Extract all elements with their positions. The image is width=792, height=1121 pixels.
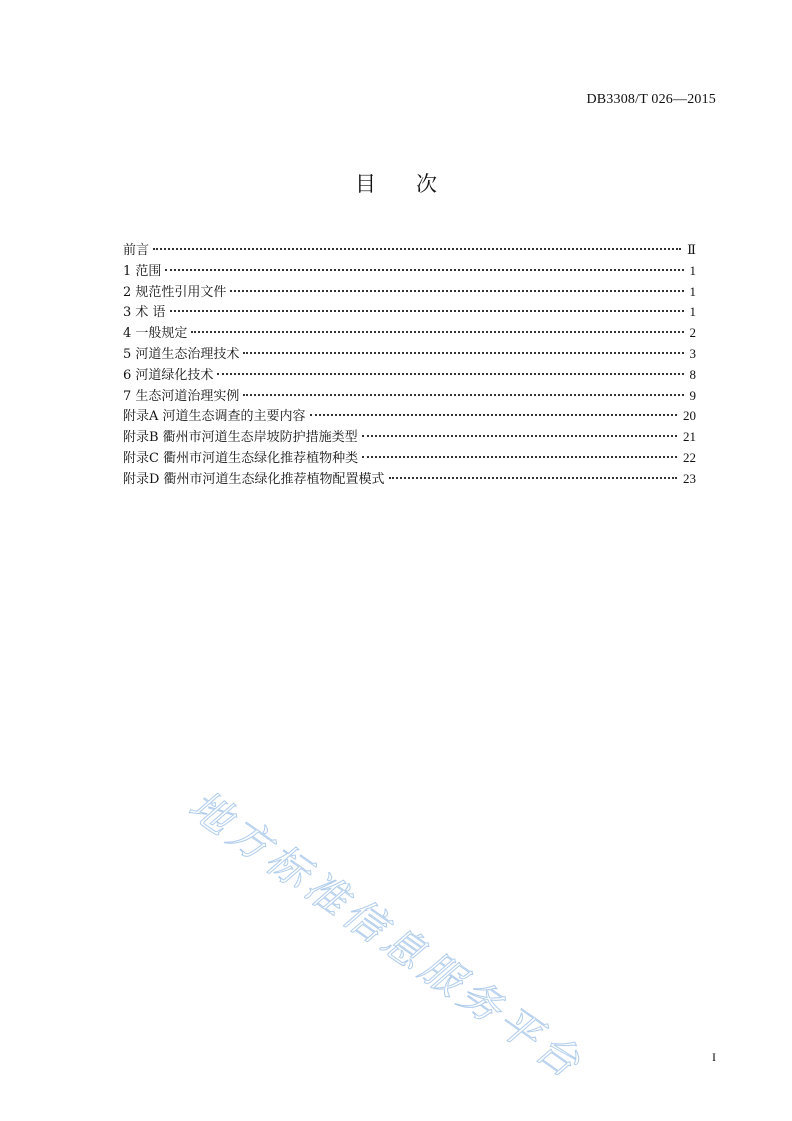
toc-entry-page: 20	[683, 408, 696, 424]
toc-entry-page: 22	[683, 449, 696, 465]
toc-entry-page: 1	[689, 304, 696, 320]
toc-dot-leader	[217, 373, 683, 375]
toc-entry-page: 3	[689, 345, 696, 361]
toc-dot-leader	[170, 310, 684, 312]
toc-dot-leader	[243, 394, 683, 396]
toc-entry-label: 5 河道生态治理技术	[123, 346, 240, 362]
toc-entry-page: 21	[683, 429, 696, 445]
toc-entry-7[interactable]	[123, 386, 696, 407]
toc-entry-appendix-b[interactable]	[123, 427, 696, 448]
toc-entry-label: 附录C 衢州市河道生态绿化推荐植物种类	[123, 450, 359, 466]
table-of-contents	[123, 240, 696, 490]
toc-entry-page: 9	[689, 387, 696, 403]
toc-entry-page: 8	[689, 366, 696, 382]
toc-dot-leader	[191, 331, 683, 333]
toc-entry-page: 2	[689, 325, 696, 341]
toc-entry-appendix-c[interactable]	[123, 448, 696, 469]
toc-entry-5[interactable]	[123, 344, 696, 365]
toc-entry-appendix-a[interactable]	[123, 406, 696, 427]
toc-entry-label: 前言	[123, 243, 150, 258]
toc-entry-label: 附录D 衢州市河道生态绿化推荐植物配置模式	[123, 471, 385, 487]
toc-entry-2[interactable]	[123, 282, 696, 303]
document-code: DB3308/T 026—2015	[586, 92, 716, 107]
toc-entry-page: 1	[689, 283, 696, 299]
toc-entry-label: 附录A 河道生态调查的主要内容	[123, 409, 306, 425]
toc-dot-leader	[165, 269, 683, 271]
toc-dot-leader	[389, 477, 677, 479]
toc-entry-foreword[interactable]	[123, 240, 696, 261]
toc-entry-label: 4 一般规定	[123, 326, 188, 342]
toc-entry-label: 附录B 衢州市河道生态岸坡防护措施类型	[123, 430, 358, 446]
toc-entry-appendix-d[interactable]	[123, 469, 696, 490]
toc-entry-6[interactable]	[123, 365, 696, 386]
toc-entry-page: 23	[683, 470, 696, 486]
toc-dot-leader	[230, 290, 683, 292]
toc-entry-label: 2 规范性引用文件	[123, 284, 227, 300]
toc-entry-label: 7 生态河道治理实例	[123, 388, 240, 404]
toc-dot-leader	[310, 414, 677, 416]
page-title: 目次	[355, 172, 477, 196]
toc-entry-1[interactable]	[123, 261, 696, 282]
toc-entry-label: 6 河道绿化技术	[123, 367, 214, 383]
toc-entry-page: Ⅱ	[687, 242, 696, 257]
toc-entry-label: 3 术 语	[123, 305, 166, 321]
toc-entry-4[interactable]	[123, 323, 696, 344]
toc-entry-label: 1 范围	[123, 263, 162, 279]
toc-dot-leader	[153, 248, 681, 250]
toc-entry-page: 1	[689, 262, 696, 278]
toc-dot-leader	[362, 456, 677, 458]
page-number: I	[712, 1050, 716, 1064]
toc-dot-leader	[243, 352, 683, 354]
toc-dot-leader	[362, 435, 677, 437]
watermark: 地方标准信息服务平台	[180, 780, 593, 1090]
toc-entry-3[interactable]	[123, 302, 696, 323]
